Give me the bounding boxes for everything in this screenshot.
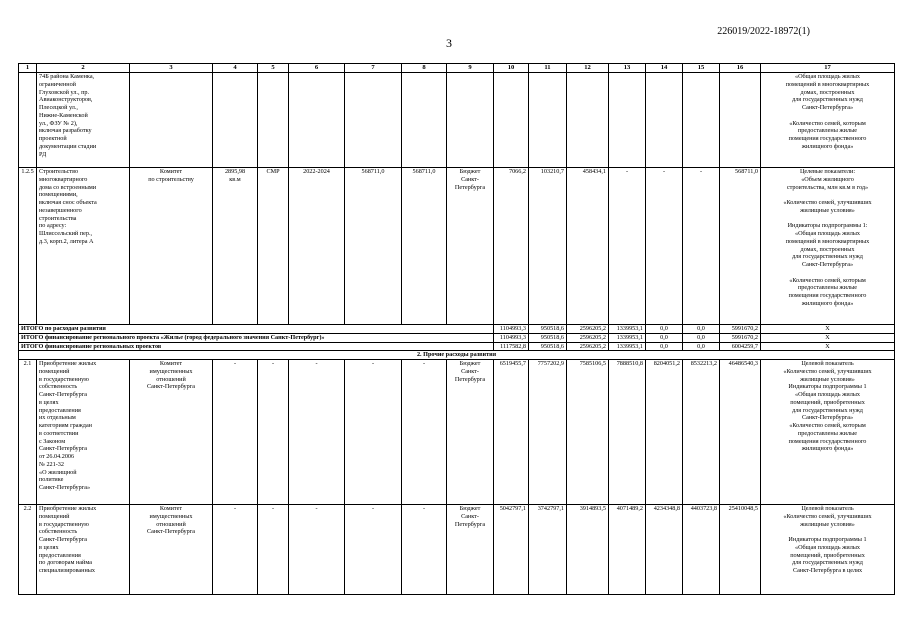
table-row xyxy=(19,360,895,505)
value-cell: - xyxy=(258,505,289,595)
value-cell: 0,0 xyxy=(646,325,683,334)
page-number: 3 xyxy=(446,36,452,50)
table-cell xyxy=(447,73,494,168)
value-cell: 3742797,1 xyxy=(529,505,567,595)
table-cell xyxy=(494,73,529,168)
stage-cell: СМР xyxy=(258,168,289,325)
item-name: Приобретение жилых помещений в государственную собственность Санкт-Петербурга в целях предоставления их отдельным категориям граждан в соответствии с Законом Санкт-Петербурга от 26.04.2006 № 221-32 «О жилищной политике Санкт-Петербурга» xyxy=(37,360,130,505)
value-cell: 4403723,8 xyxy=(683,505,720,595)
value-cell: 0,0 xyxy=(646,333,683,342)
value-cell: 5042797,1 xyxy=(494,505,529,595)
indicator-cell: X xyxy=(761,342,895,351)
value-cell: - xyxy=(402,360,447,505)
value-cell: - xyxy=(258,360,289,505)
source-cell: Бюджет Санкт- Петербурга xyxy=(447,505,494,595)
value-cell: 2596205,2 xyxy=(567,333,609,342)
column-header: 13 xyxy=(609,64,646,73)
total-cell: 6004259,7 xyxy=(720,342,761,351)
row-number: 1.2.5 xyxy=(19,168,37,325)
value-cell: 0,0 xyxy=(683,333,720,342)
indicator-cell: Целевой показатель «Количество семей, улучшивших жилищные условия» Индикаторы подпрограммы 1 «Общая площадь жилых помещений, приобретенных для государственных нужд Санкт-Петербурга» «Количество семей, которым предоставлены жилые помещения государственного жилищного фонда» xyxy=(761,360,895,505)
value-cell: - xyxy=(289,505,345,595)
value-cell: - xyxy=(289,360,345,505)
column-header: 8 xyxy=(402,64,447,73)
column-header: 12 xyxy=(567,64,609,73)
table-cell xyxy=(567,73,609,168)
value-cell: 950518,6 xyxy=(529,325,567,334)
value-cell: 0,0 xyxy=(646,342,683,351)
executor-cell: Комитет по строительству xyxy=(130,168,213,325)
value-cell: 950518,6 xyxy=(529,342,567,351)
budget-table xyxy=(18,63,895,595)
indicator-cell: «Общая площадь жилых помещений в многоквартирных домах, построенных для государственных нужд Санкт-Петербурга» «Количество семей, которым предоставлены жилые помещения государственного жилищного фонда» xyxy=(761,73,895,168)
column-header: 10 xyxy=(494,64,529,73)
value-cell: 7066,2 xyxy=(494,168,529,325)
table-cell xyxy=(529,73,567,168)
table-cell xyxy=(609,73,646,168)
total-cell: 46486540,3 xyxy=(720,360,761,505)
table-cell xyxy=(19,73,37,168)
column-header: 2 xyxy=(37,64,130,73)
total-label: ИТОГО финансирование регионального проекта «Жилье (город федерального значения Санкт-Петербург)» xyxy=(19,333,494,342)
value-cell: - xyxy=(213,505,258,595)
row-number: 2.1 xyxy=(19,360,37,505)
total-cell: 25410048,5 xyxy=(720,505,761,595)
column-header: 9 xyxy=(447,64,494,73)
value-cell: - xyxy=(345,360,402,505)
indicator-cell: X xyxy=(761,325,895,334)
table-cell xyxy=(345,73,402,168)
total-row xyxy=(19,333,895,342)
column-header: 4 xyxy=(213,64,258,73)
value-cell: 8204051,2 xyxy=(646,360,683,505)
value-cell: 1104993,3 xyxy=(494,333,529,342)
value-cell: 103210,7 xyxy=(529,168,567,325)
table-row xyxy=(19,505,895,595)
value-cell: 1339953,1 xyxy=(609,342,646,351)
indicator-cell: X xyxy=(761,333,895,342)
document-number: 226019/2022-18972(1) xyxy=(717,26,810,37)
table-row xyxy=(19,168,895,325)
table-cell xyxy=(720,73,761,168)
value-cell: 7888510,8 xyxy=(609,360,646,505)
table-row xyxy=(19,73,895,168)
column-header: 7 xyxy=(345,64,402,73)
total-cell: 568711,0 xyxy=(720,168,761,325)
executor-cell: Комитет имущественных отношений Санкт-Петербурга xyxy=(130,505,213,595)
value-cell: 3914893,5 xyxy=(567,505,609,595)
value-cell: 4234348,8 xyxy=(646,505,683,595)
table-cell xyxy=(646,73,683,168)
value-cell: 4071489,2 xyxy=(609,505,646,595)
item-name: Приобретение жилых помещений в государственную собственность Санкт-Петербурга в целях предоставления по договорам найма специализированных xyxy=(37,505,130,595)
column-header: 14 xyxy=(646,64,683,73)
item-name: Строительство многоквартирного дома со встроенными помещениями, включая снос объекта незавершенного строительства по адресу: Шлиссельский пер., д.3, корп.2, литера А xyxy=(37,168,130,325)
table-cell xyxy=(258,73,289,168)
column-header: 5 xyxy=(258,64,289,73)
value-cell: - xyxy=(345,505,402,595)
table-cell xyxy=(289,73,345,168)
table-header-row xyxy=(19,64,895,73)
table-cell xyxy=(130,73,213,168)
indicator-cell: Целевой показатель «Количество семей, улучшивших жилищные условия» Индикаторы подпрограммы 1 «Общая площадь жилых помещений, приобретенных для государственных нужд Санкт-Петербурга в целях xyxy=(761,505,895,595)
column-header: 17 xyxy=(761,64,895,73)
source-cell: Бюджет Санкт- Петербурга xyxy=(447,360,494,505)
value-cell: 6519455,7 xyxy=(494,360,529,505)
table-cell xyxy=(402,73,447,168)
row-number: 2.2 xyxy=(19,505,37,595)
section-row xyxy=(19,351,895,360)
total-label: ИТОГО по расходам развития xyxy=(19,325,494,334)
item-name: 74Б района Каменка, ограниченной Глуховской ул., пр. Авиаконструкторов, Плесецкой ул., Нижне-Каменской ул., ФЗУ № 2), включая разработку проектной документации стадии РД xyxy=(37,73,130,168)
value-cell: - xyxy=(683,168,720,325)
value-cell: 950518,6 xyxy=(529,333,567,342)
total-row xyxy=(19,325,895,334)
value-cell: 568711,0 xyxy=(345,168,402,325)
value-cell: 458434,1 xyxy=(567,168,609,325)
table-cell xyxy=(213,73,258,168)
value-cell: 1117582,8 xyxy=(494,342,529,351)
period-cell: 2022-2024 xyxy=(289,168,345,325)
value-cell: 8532213,2 xyxy=(683,360,720,505)
source-cell: Бюджет Санкт- Петербурга xyxy=(447,168,494,325)
value-cell: 568711,0 xyxy=(402,168,447,325)
column-header: 11 xyxy=(529,64,567,73)
value-cell: 1339953,1 xyxy=(609,333,646,342)
total-row xyxy=(19,342,895,351)
value-cell: 0,0 xyxy=(683,325,720,334)
value-cell: - xyxy=(646,168,683,325)
total-label: ИТОГО финансирование региональных проектов xyxy=(19,342,494,351)
value-cell: 1104993,3 xyxy=(494,325,529,334)
value-cell: - xyxy=(213,360,258,505)
value-cell: 7757202,9 xyxy=(529,360,567,505)
total-cell: 5991670,2 xyxy=(720,325,761,334)
value-cell: 7585106,5 xyxy=(567,360,609,505)
value-cell: 0,0 xyxy=(683,342,720,351)
capacity-cell: 2895,98 кв.м xyxy=(213,168,258,325)
column-header: 15 xyxy=(683,64,720,73)
column-header: 6 xyxy=(289,64,345,73)
column-header: 16 xyxy=(720,64,761,73)
value-cell: - xyxy=(609,168,646,325)
total-cell: 5991670,2 xyxy=(720,333,761,342)
indicator-cell: Целевые показатели: «Объем жилищного строительства, млн кв.м в год» «Количество семей, улучшивших жилищные условия» Индикаторы подпрограммы 1: «Общая площадь жилых помещений в многоквартирных домах, построенных для государственных нужд Санкт-Петербурга» «Количество семей, которым предоставлены жилые помещения государственного жилищного фонда» xyxy=(761,168,895,325)
section-title: 2. Прочие расходы развития xyxy=(19,351,895,360)
value-cell: 2596205,2 xyxy=(567,342,609,351)
table-cell xyxy=(683,73,720,168)
column-header: 1 xyxy=(19,64,37,73)
value-cell: - xyxy=(402,505,447,595)
executor-cell: Комитет имущественных отношений Санкт-Петербурга xyxy=(130,360,213,505)
value-cell: 1339953,1 xyxy=(609,325,646,334)
column-header: 3 xyxy=(130,64,213,73)
value-cell: 2596205,2 xyxy=(567,325,609,334)
